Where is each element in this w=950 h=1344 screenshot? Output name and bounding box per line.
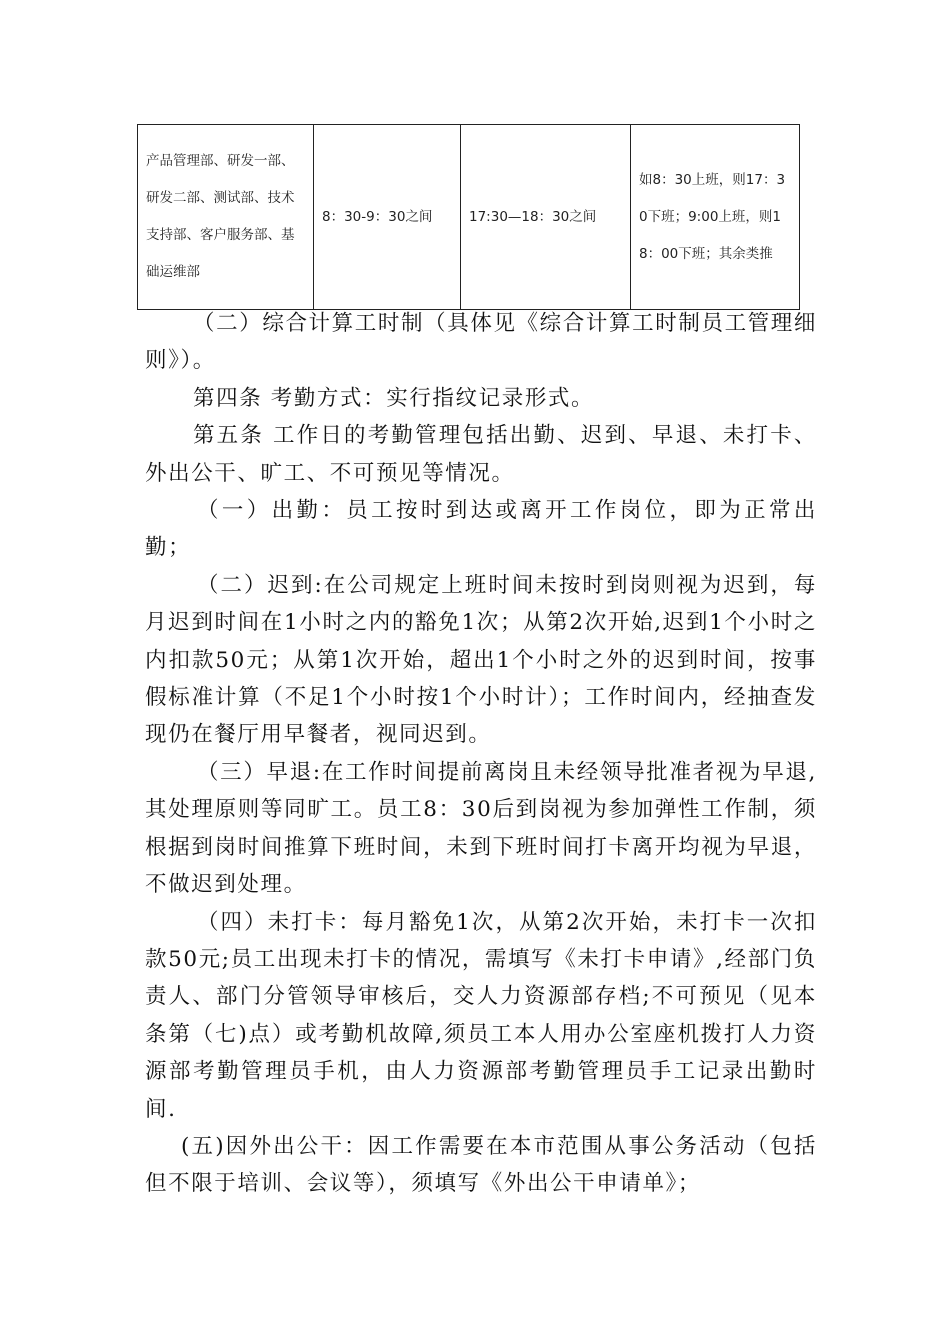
- departments-cell: 产品管理部、研发一部、研发二部、测试部、技术支持部、客户服务部、基础运维部: [138, 125, 314, 310]
- paragraph-missed-punch: （四）未打卡：每月豁免1次，从第2次开始，未打卡一次扣款50元;员工出现未打卡的情况，需填写《未打卡申请》,经部门负责人、部门分管领导审核后，交人力资源部存档;不可预见（见本条第（七)点）或考勤机故障,须员工本人用办公室座机拨打人力资源部考勤管理员手机，由人力资源部考勤管理员手工记录出勤时间.: [145, 909, 817, 1122]
- end-time-cell: 17:30—18：30之间: [461, 125, 631, 310]
- body-text: [145, 305, 817, 1203]
- paragraph-attendance: （一）出勤：员工按时到达或离开工作岗位，即为正常出勤；: [145, 498, 817, 561]
- note-cell: 如8：30上班，则17：30下班；9:00上班，则18：00下班；其余类推: [631, 125, 800, 310]
- table-row: [138, 125, 800, 310]
- paragraph-comprehensive-hours: （二）综合计算工时制（具体见《综合计算工时制员工管理细则》）。: [145, 311, 817, 374]
- paragraph-early-leave: （三）早退:在工作时间提前离岗且未经领导批准者视为早退,其处理原则等同旷工。员工8：30后到岗视为参加弹性工作制，须根据到岗时间推算下班时间，未到下班时间打卡离开均视为早退，不做迟到处理。: [145, 759, 817, 898]
- paragraph-late: （二）迟到:在公司规定上班时间未按时到岗则视为迟到，每月迟到时间在1小时之内的豁免1次；从第2次开始,迟到1个小时之内扣款50元；从第1次开始，超出1个小时之外的迟到时间，按事假标准计算（不足1个小时按1个小时计）；工作时间内，经抽查发现仍在餐厅用早餐者，视同迟到。: [145, 572, 817, 748]
- schedule-table: [137, 124, 800, 310]
- paragraph-article-5: 第五条 工作日的考勤管理包括出勤、迟到、早退、未打卡、外出公干、旷工、不可预见等情况。: [145, 423, 817, 486]
- start-time-cell: 8：30-9：30之间: [314, 125, 461, 310]
- paragraph-business-trip: (五)因外出公干：因工作需要在本市范围从事公务活动（包括但不限于培训、会议等），须填写《外出公干申请单》；: [145, 1133, 817, 1197]
- paragraph-article-4: 第四条 考勤方式：实行指纹记录形式。: [193, 385, 595, 411]
